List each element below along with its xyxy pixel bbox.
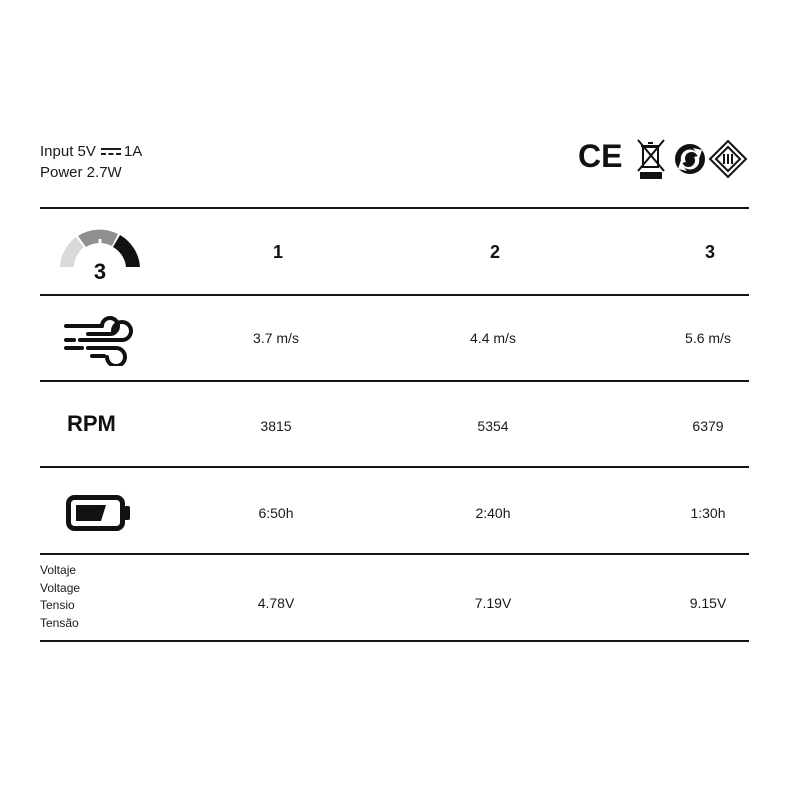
level-3-header: 3 bbox=[704, 242, 715, 262]
battery-life-value: 6:50h bbox=[258, 505, 294, 521]
rpm-value: 5354 bbox=[477, 418, 509, 434]
dc-current-icon bbox=[101, 147, 121, 157]
voltage-value: 7.19V bbox=[474, 595, 512, 611]
voltage-label-ca: Tensio bbox=[40, 598, 75, 612]
wind-speed-row bbox=[40, 296, 749, 380]
voltage-value: 9.15V bbox=[689, 595, 727, 611]
table-bottom-rule bbox=[40, 640, 749, 642]
green-dot-icon bbox=[675, 144, 705, 174]
input-spec bbox=[40, 142, 142, 161]
level-1-header: 1 bbox=[272, 242, 283, 262]
input-spec-label: Input 5V bbox=[40, 143, 96, 160]
battery-life-row bbox=[40, 468, 749, 553]
rpm-row bbox=[40, 382, 749, 466]
certification-marks bbox=[578, 135, 750, 179]
wind-icon bbox=[64, 316, 136, 366]
double-insulation-class-iii-icon bbox=[710, 141, 746, 177]
wind-speed-value: 3.7 m/s bbox=[253, 330, 299, 346]
ce-mark-icon bbox=[578, 138, 622, 174]
battery-life-value: 2:40h bbox=[475, 505, 511, 521]
voltage-row bbox=[40, 555, 749, 640]
battery-icon bbox=[66, 495, 132, 531]
voltage-value: 4.78V bbox=[257, 595, 295, 611]
input-current-label: 1A bbox=[123, 143, 143, 160]
voltage-label-es: Voltaje bbox=[40, 563, 77, 577]
level-2-header: 2 bbox=[489, 242, 500, 262]
battery-life-value: 1:30h bbox=[690, 505, 726, 521]
ce-mark-text: CE bbox=[578, 138, 623, 174]
wind-speed-value: 4.4 m/s bbox=[470, 330, 516, 346]
voltage-label-en: Voltage bbox=[40, 580, 81, 595]
gauge-level-number: 3 bbox=[93, 259, 107, 283]
speed-level-header-row bbox=[40, 209, 749, 294]
voltage-labels bbox=[40, 562, 80, 632]
rpm-value: 6379 bbox=[692, 418, 724, 434]
voltage-label-pt: Tensão bbox=[40, 615, 79, 630]
rpm-value: 3815 bbox=[260, 418, 292, 434]
speed-gauge-icon bbox=[56, 227, 144, 283]
weee-crossed-bin-icon bbox=[638, 140, 664, 178]
wind-speed-value: 5.6 m/s bbox=[685, 330, 731, 346]
rpm-label: RPM bbox=[67, 411, 116, 436]
power-spec: Power 2.7W bbox=[40, 164, 122, 181]
